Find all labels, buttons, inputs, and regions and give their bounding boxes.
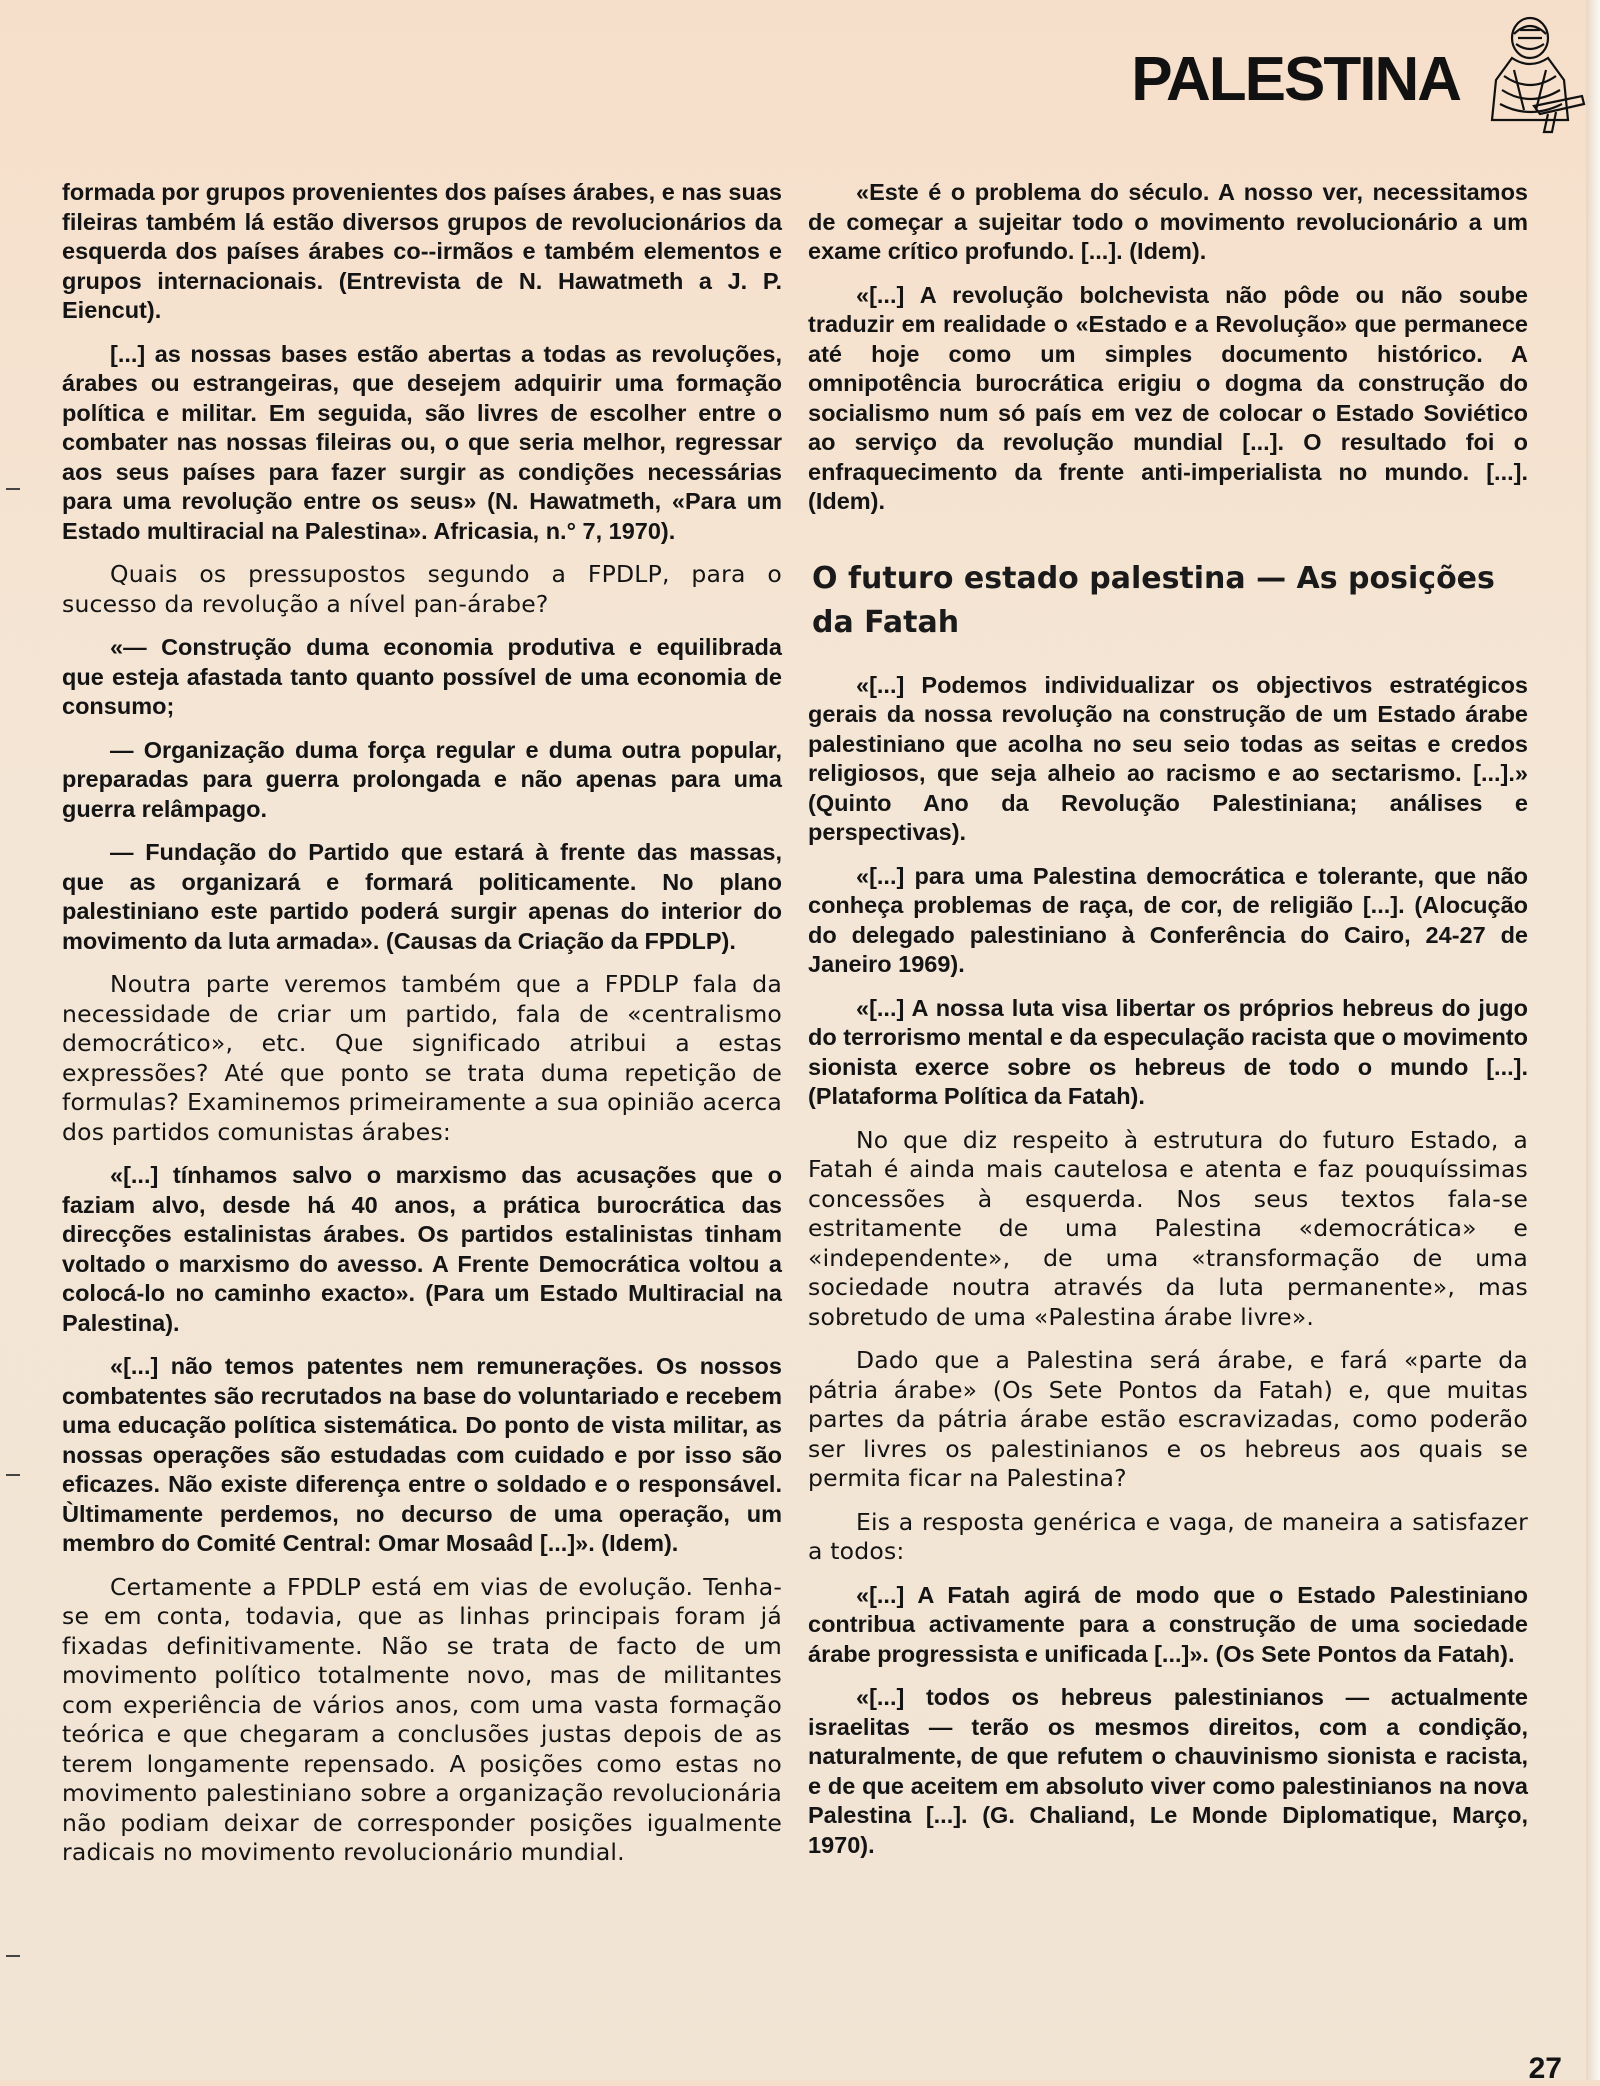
paragraph: «Este é o problema do século. A nosso ver, necessitamos de começar a sujeitar todo o movimento revolucionário a um exame crítico profundo. [...]. (Idem).	[808, 179, 1528, 264]
paragraph: Eis a resposta genérica e vaga, de maneira a satisfazer a todos:	[808, 1507, 1528, 1565]
margin-mark	[6, 1955, 20, 1957]
paragraph: Dado que a Palestina será árabe, e fará «parte da pátria árabe» (Os Sete Pontos da Fatah) e, que muitas partes da pátria árabe estão escravizadas, como poderão ser livres os palestinianos e os hebreus aos quais se permita ficar na Palestina?	[808, 1346, 1528, 1492]
page-number: 27	[1528, 2052, 1562, 2085]
right-column	[808, 178, 1528, 1874]
paragraph: «[...] A Fatah agirá de modo que o Estado Palestiniano contribua activamente para a construção de uma sociedade árabe progressista e unificada [...]». (Os Sete Pontos da Fatah).	[808, 1581, 1528, 1667]
fighter-emblem-icon	[1474, 10, 1586, 138]
margin-mark	[6, 488, 20, 490]
paragraph: — Fundação do Partido que estará à frente das massas, que as organizará e formará politicamente. No plano palestiniano este partido poderá surgir apenas do interior do movimento da luta armada». (Causas da Criação da FPDLP).	[62, 839, 782, 954]
paragraph: «[...] para uma Palestina democrática e tolerante, que não conheça problemas de raça, de cor, de religião [...]. (Alocução do delegado palestiniano à Conferência do Cairo, 24-27 de Janeiro 1969).	[808, 862, 1528, 977]
paragraph: «[...] A nossa luta visa libertar os próprios hebreus do jugo do terrorismo mental e da especulação racista que o movimento sionista exerce sobre os hebreus de todo o mundo [...]. (Plataforma Política da Fatah).	[808, 994, 1528, 1109]
paragraph: Certamente a FPDLP está em vias de evolução. Tenha-se em conta, todavia, que as linhas principais foram já fixadas definitivamente. Não se trata de facto de um movimento político totalmente novo, mas de militantes com experiência de vários anos, com uma vasta formação teórica e que chegaram a conclusões justas depois de as terem longamente repensado. A posições como estas no movimento palestiniano sobre a organização revolucionária não podiam deixar de corresponder posições igualmente radicais no movimento revolucionário mundial.	[62, 1572, 782, 1866]
paragraph: «— Construção duma economia produtiva e equilibrada que esteja afastada tanto quanto possível de uma economia de consumo;	[62, 634, 782, 719]
section-title: PALESTINA	[1131, 45, 1460, 114]
page-edge	[1586, 0, 1600, 2080]
paragraph: No que diz respeito à estrutura do futuro Estado, a Fatah é ainda mais cautelosa e atenta e faz pouquíssimas concessões à esquerda. Nos seus textos fala-se estritamente de uma Palestina «democrática» e «independente», de uma «transformação de uma sociedade noutra através da luta permanente», mas sobretudo de uma «Palestina árabe livre».	[808, 1125, 1528, 1331]
left-column	[62, 178, 782, 1882]
paragraph: «[...] todos os hebreus palestinianos — actualmente israelitas — terão os mesmos direitos, com a condição, naturalmente, de que refutem o chauvinismo sionista e racista, e de que aceitem em absoluto viver como palestinianos na nova Palestina [...]. (G. Chaliand, Le Monde Diplomatique, Março, 1970).	[808, 1684, 1528, 1858]
paragraph: «[...] tínhamos salvo o marxismo das acusações que o faziam alvo, desde há 40 anos, a prática burocrática das direcções estalinistas árabes. Os partidos estalinistas tinham voltado o marxismo do avesso. A Frente Democrática voltou a colocá-lo no caminho exacto». (Para um Estado Multiracial na Palestina).	[62, 1162, 782, 1336]
paragraph: «[...] Podemos individualizar os objectivos estratégicos gerais da nossa revolução na construção de um Estado árabe palestiniano que acolha no seu seio todas as seitas e credos religiosos, que seja alheio ao racismo e ao sectarismo. [...].» (Quinto Ano da Revolução Palestiniana; análises e perspectivas).	[808, 671, 1528, 845]
section-heading: O futuro estado palestina — As posições da Fatah	[812, 560, 1495, 640]
paragraph: formada por grupos provenientes dos países árabes, e nas suas fileiras também lá estão diversos grupos de revolucionários da esquerda dos países árabes co--irmãos e também elementos e grupos internacionais. (Entrevista de N. Hawatmeth a J. P. Eiencut).	[62, 179, 782, 323]
paragraph: «[...] A revolução bolchevista não pôde ou não soube traduzir em realidade o «Estado e a Revolução» que permanece até hoje como um simples documento histórico. A omnipotência burocrática erigiu o dogma da construção do socialismo num só país em vez de colocar o Estado Soviético ao serviço da revolução mundial [...]. O resultado foi o enfraquecimento da frente anti-imperialista no mundo. [...]. (Idem).	[808, 281, 1528, 514]
paragraph: Quais os pressupostos segundo a FPDLP, para o sucesso da revolução a nível pan-árabe?	[62, 560, 782, 618]
paragraph: Noutra parte veremos também que a FPDLP fala da necessidade de criar um partido, fala de «centralismo democrático», etc. Que significado atribui a estas expressões? Até que ponto se trata duma repetição de formulas? Examinemos primeiramente a sua opinião acerca dos partidos comunistas árabes:	[62, 970, 782, 1146]
paragraph: — Organização duma força regular e duma outra popular, preparadas para guerra prolongada e não apenas para uma guerra relâmpago.	[62, 736, 782, 822]
paragraph: [...] as nossas bases estão abertas a todas as revoluções, árabes ou estrangeiras, que desejem adquirir uma formação política e militar. Em seguida, são livres de escolher entre o combater nas nossas fileiras ou, o que seria melhor, regressar aos seus países para fazer surgir as condições necessárias para uma revolução entre os seus» (N. Hawatmeth, «Para um Estado multiracial na Palestina». Africasia, n.° 7, 1970).	[62, 340, 782, 544]
margin-mark	[6, 1474, 20, 1476]
paragraph: «[...] não temos patentes nem remunerações. Os nossos combatentes são recrutados na base do voluntariado e recebem uma educação política sistemática. Do ponto de vista militar, as nossas operações são estudadas com cuidado e por isso são eficazes. Não existe diferença entre o soldado e o responsável. Ùltimamente perdemos, no decurso de uma operação, um membro do Comité Central: Omar Mosaâd [...]». (Idem).	[62, 1353, 782, 1556]
